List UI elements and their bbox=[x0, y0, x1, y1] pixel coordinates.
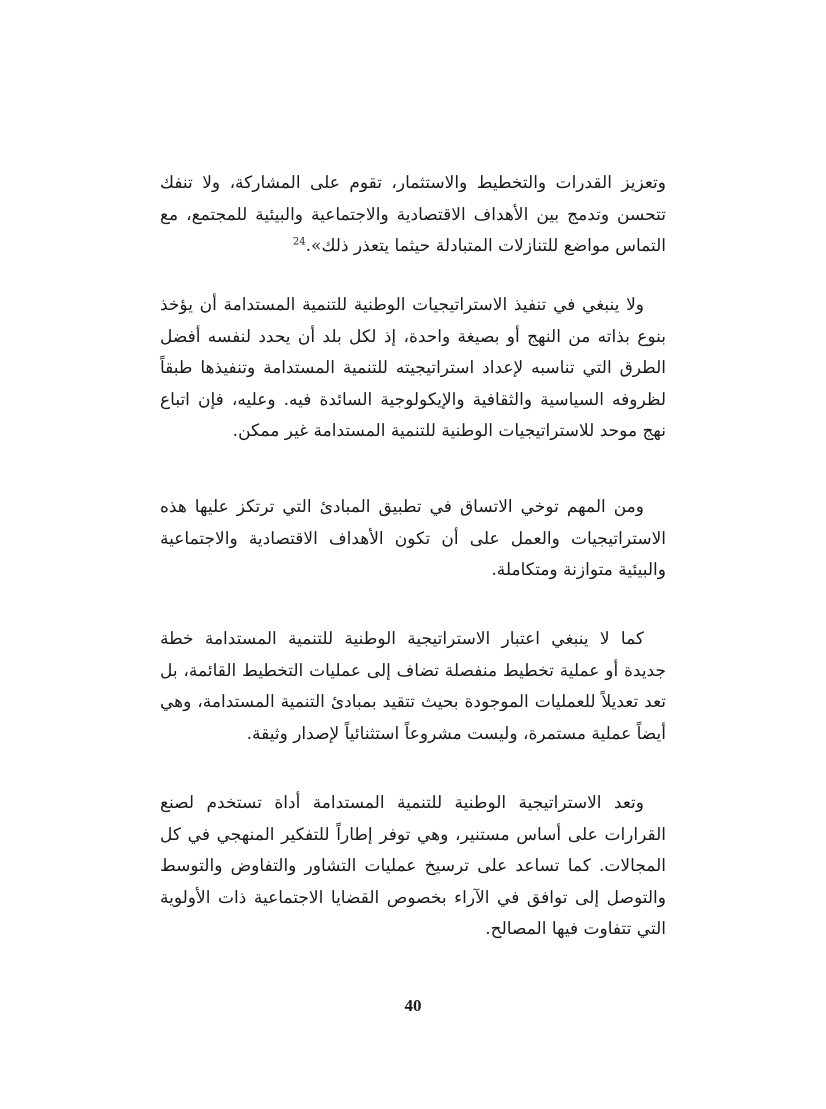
paragraph-5-text: وتعد الاستراتيجية الوطنية للتنمية المستدامة أداة تستخدم لصنع القرارات على أساس مستنير، وهي توفر إطاراً للتفكير المنهجي في كل المجالات. كما تساعد على ترسيخ عمليات التشاور والتفاوض والتوسط والتوصل إلى توافق في الآراء بخصوص القضايا الاجتماعية ذات الأولوية التي تتفاوت فيها المصالح. bbox=[160, 793, 666, 939]
footnote-reference[interactable]: 24 bbox=[292, 236, 306, 248]
paragraph-5 bbox=[160, 788, 666, 946]
paragraph-1 bbox=[160, 168, 666, 263]
paragraph-1-text: وتعزيز القدرات والتخطيط والاستثمار، تقوم على المشاركة، ولا تنفك تتحسن وتدمج بين الأهداف الاقتصادية والاجتماعية والبيئية للمجتمع، مع التماس مواضع للتنازلات المتبادلة حيثما يتعذر ذلك». bbox=[160, 173, 666, 256]
paragraph-3 bbox=[160, 492, 666, 587]
paragraph-4-text: كما لا ينبغي اعتبار الاستراتيجية الوطنية للتنمية المستدامة خطة جديدة أو عملية تخطيط منفصلة تضاف إلى عمليات التخطيط القائمة، بل تعد تعديلاً للعمليات الموجودة بحيث تتقيد بمبادئ التنمية المستدامة، وهي أيضاً عملية مستمرة، وليست مشروعاً استثنائياً لإصدار وثيقة. bbox=[160, 629, 666, 744]
paragraph-4 bbox=[160, 624, 666, 750]
paragraph-3-text: ومن المهم توخي الاتساق في تطبيق المبادئ التي ترتكز عليها هذه الاستراتيجيات والعمل على أن تكون الأهداف الاقتصادية والاجتماعية والبيئية متوازنة ومتكاملة. bbox=[160, 497, 666, 580]
paragraph-2-text: ولا ينبغي في تنفيذ الاستراتيجيات الوطنية للتنمية المستدامة أن يؤخذ بنوع بذاته من النهج أو بصيغة واحدة، إذ لكل بلد أن يحدد لنفسه أفضل الطرق التي تناسبه لإعداد استراتيجيته للتنمية المستدامة وتنفيذها طبقاً لظروفه السياسية والثقافية والإيكولوجية السائدة فيه. وعليه، فإن اتباع نهج موحد للاستراتيجيات الوطنية للتنمية المستدامة غير ممكن. bbox=[160, 295, 666, 441]
paragraph-2 bbox=[160, 290, 666, 448]
page-number: 40 bbox=[404, 996, 422, 1015]
